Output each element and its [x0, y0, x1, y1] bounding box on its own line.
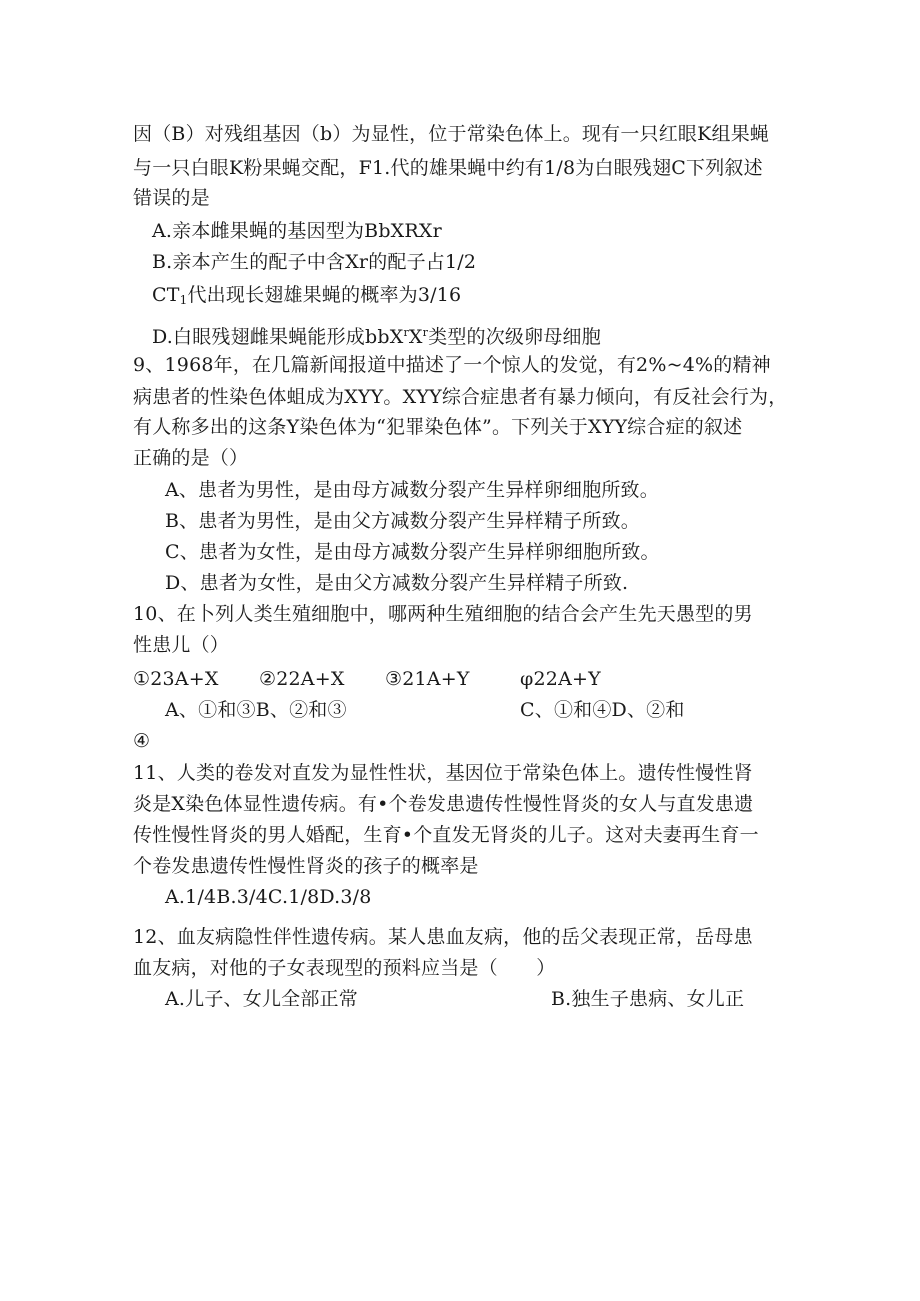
- q8-option-c-prefix: CT: [152, 284, 180, 306]
- q10-item-4: φ22A+Y: [520, 668, 601, 690]
- q8-stem-line-2: 与一只白眼K粉果蝇交配，F1.代的雄果蝇中约有1/8为白眼残翅C下列叙述: [133, 157, 763, 179]
- q9-stem-line-1: 9、1968年，在几篇新闻报道中描述了一个惊人的发觉，有2%~4%的精神: [133, 354, 771, 376]
- q9-stem-line-3: 有人称多出的这条Y染色体为“犯罪染色体”。下列关于XYY综合症的叙述: [133, 416, 743, 438]
- q8-option-b: B.亲本产生的配子中含Xr的配子占1/2: [152, 251, 477, 273]
- q9-option-a: A、患者为男性，是由母方减数分裂产生异样卵细胞所致。: [165, 479, 659, 501]
- q11-stem-line-2: 炎是X染色体显性遗传病。有•个卷发患遗传性慢性肾炎的女人与直发患遗: [133, 793, 754, 815]
- q8-option-d-text: 类型的次级卵母细胞: [428, 326, 601, 348]
- q10-options-cd: C、①和④D、②和: [520, 699, 685, 721]
- q8-option-c-text: 代出现长翅雄果蝇的概率为3/16: [187, 284, 462, 306]
- q10-item-2: ②22A+X: [259, 668, 345, 690]
- q10-options-ab: A、①和③B、②和③: [165, 699, 347, 721]
- q10-option-d-tail: ④: [133, 730, 151, 752]
- q9-option-c: C、患者为女性，是由母方减数分裂产生异样卵细胞所致。: [165, 541, 660, 563]
- q12-stem-line-2: 血友病，对他的子女表现型的预料应当是（ ）: [133, 957, 556, 979]
- q11-options: A.1/4B.3/4C.1/8D.3/8: [165, 886, 372, 908]
- q12-option-b: B.独生子患病、女儿正: [551, 988, 745, 1010]
- q10-item-3: ③21A+Y: [385, 668, 470, 690]
- q8-option-d-sup-1: r: [403, 326, 409, 339]
- q8-option-a: A.亲本雌果蝇的基因型为BbXRXr: [152, 220, 442, 242]
- q8-option-d-prefix: D.白眼残翅雌果蝇能形成bbX: [152, 326, 404, 348]
- q8-option-d-sup-2: r: [422, 326, 429, 339]
- q9-stem-line-4: 正确的是（）: [133, 447, 249, 469]
- q11-stem-line-3: 传性慢性肾炎的男人婚配，生育•个直发无肾炎的儿子。这对夫妻再生育一: [133, 824, 759, 846]
- q10-item-1: ①23A+X: [133, 668, 219, 690]
- q12-stem-line-1: 12、血友病隐性伴性遗传病。某人患血友病，他的岳父表现正常，岳母患: [133, 926, 753, 948]
- q8-option-d-mid: X: [408, 326, 423, 348]
- q8-stem-line-3: 错误的是: [133, 187, 210, 209]
- q8-stem-line-1: 因（B）对残组基因（b）为显性，位于常染色体上。现有一只红眼K组果蝇: [133, 123, 770, 145]
- q8-option-c: [152, 280, 461, 315]
- q11-stem-line-1: 11、人类的卷发对直发为显性性状，基因位于常染色体上。遗传性慢性肾: [133, 762, 753, 784]
- q8-option-d: [152, 318, 601, 352]
- q12-option-a: A.儿子、女儿全部正常: [165, 988, 358, 1010]
- q9-option-b: B、患者为男性，是由父方减数分裂产生异样精子所致。: [165, 510, 640, 532]
- q8-option-c-subscript: 1: [179, 293, 188, 307]
- q10-stem-line-1: 10、在卜列人类生殖细胞中，哪两种生殖细胞的结合会产生先天愚型的男: [133, 603, 753, 625]
- q9-option-d: D、患者为女性，是由父方减数分裂产生异样精子所致.: [165, 572, 629, 594]
- q9-stem-line-2: 病患者的性染色体蛆成为XYY。XYY综合症患者有暴力倾向，有反社会行为，: [133, 386, 788, 408]
- q11-stem-line-4: 个卷发患遗传性慢性肾炎的孩子的概率是: [133, 855, 479, 877]
- q10-stem-line-2: 性患儿（）: [133, 634, 230, 656]
